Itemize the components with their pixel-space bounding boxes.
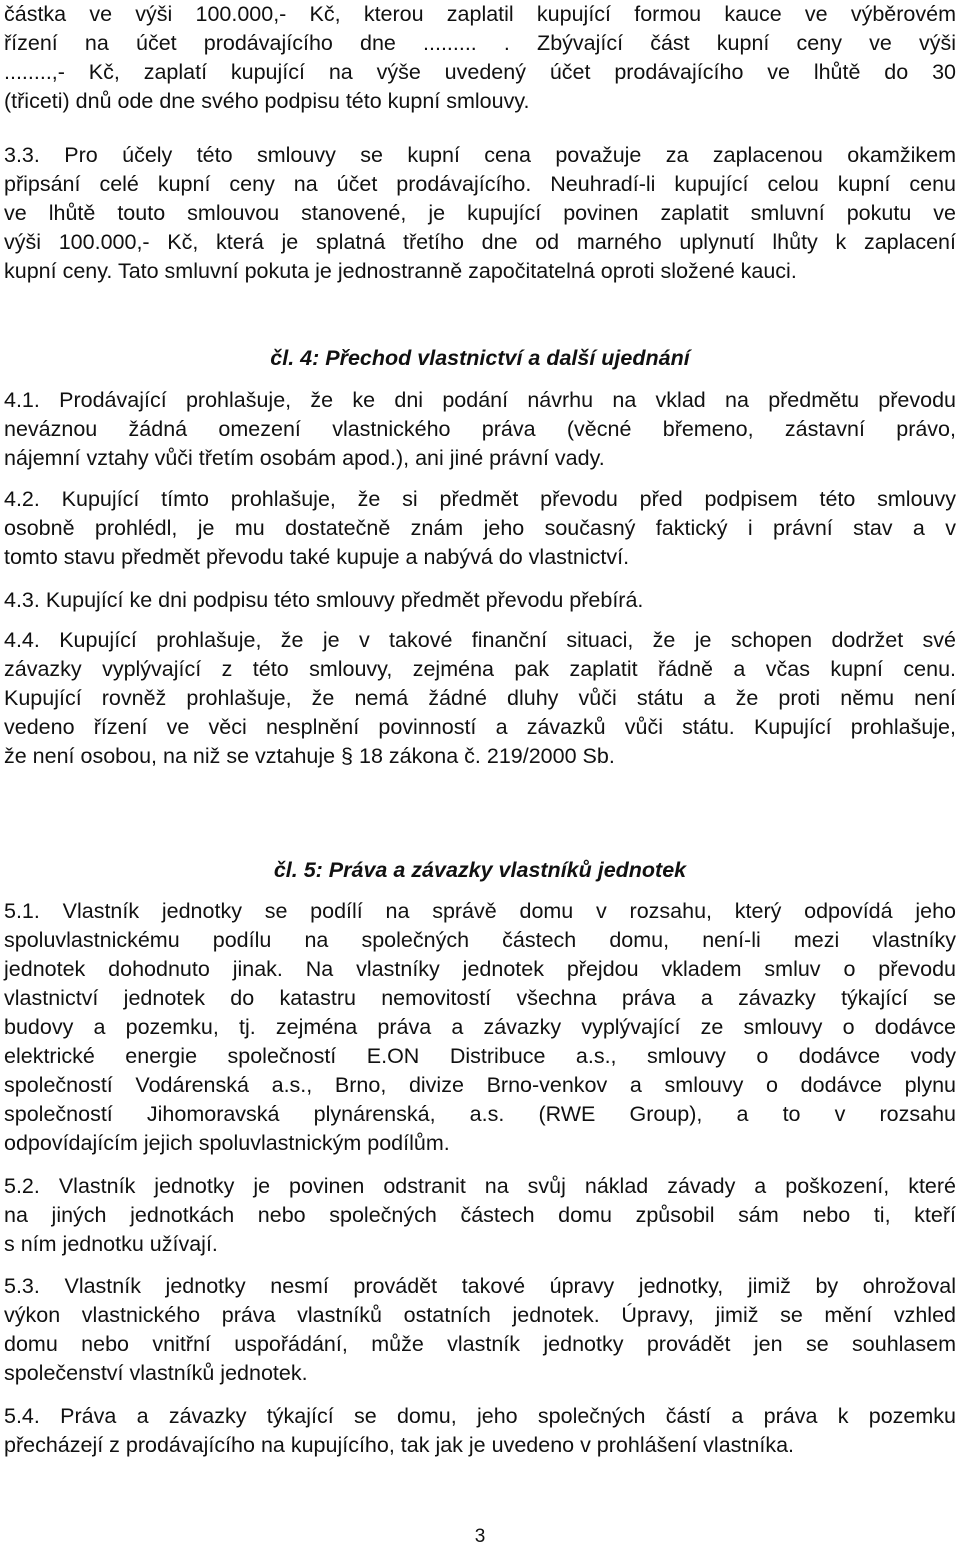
text-line: s ním jednotku užívají. [4, 1232, 218, 1256]
page-number: 3 [474, 1526, 486, 1547]
text-line: částka ve výši 100.000,- Kč, kterou zaplatil kupující formou kauce ve výběrovém [4, 2, 956, 26]
paragraph-5-1 [4, 897, 956, 1158]
text-line: ve lhůtě touto smlouvou stanovené, je kupující povinen zaplatit smluvní pokutu ve [4, 201, 956, 225]
text-line: Kupující rovněž prohlašuje, že nemá žádné dluhy vůči státu a že proti němu není [4, 686, 956, 710]
text-line: 5.3. Vlastník jednotky nesmí provádět takové úpravy jednotky, jimiž by ohrožoval [4, 1274, 956, 1298]
text-line: vedeno řízení ve věci nesplnění povinností a závazků vůči státu. Kupující prohlašuje, [4, 715, 956, 739]
text-line: vlastnictví jednotek do katastru nemovitostí všechna práva a závazky týkající se [4, 986, 956, 1010]
text-line: připsání celé kupní ceny na účet prodávajícího. Neuhradí-li kupující celou kupní cenu [4, 172, 956, 196]
text-line: přecházejí z prodávajícího na kupujícího, tak jak je uvedeno v prohlášení vlastníka. [4, 1433, 794, 1457]
text-line: závazky vyplývající z této smlouvy, zejména pak zaplatit řádně a včas kupní cenu. [4, 657, 956, 681]
section-heading-article-5: čl. 5: Práva a závazky vlastníků jednotek [273, 858, 687, 882]
text-line: 4.4. Kupující prohlašuje, že je v takové finanční situaci, že je schopen dodržet své [4, 628, 956, 652]
text-line: 5.4. Práva a závazky týkající se domu, jeho společných částí a práva k pozemku [4, 1404, 956, 1428]
paragraph-4-1 [4, 386, 956, 473]
paragraph-4-4 [4, 626, 956, 771]
text-line: 3.3. Pro účely této smlouvy se kupní cena považuje za zaplacenou okamžikem [4, 143, 956, 167]
text-line: neváznou žádná omezení vlastnického práva (věcné břemeno, zástavní právo, [4, 417, 956, 441]
text-line: tomto stavu předmět převodu také kupuje a nabývá do vlastnictví. [4, 545, 630, 569]
text-line: řízení na účet prodávajícího dne ......... . Zbývající část kupní ceny ve výši [4, 31, 956, 55]
text-line: společností Jihomoravská plynárenská, a.s. (RWE Group), a to v rozsahu [4, 1102, 956, 1126]
text-line: (třiceti) dnů ode dne svého podpisu této kupní smlouvy. [4, 89, 530, 113]
text-line: 4.1. Prodávající prohlašuje, že ke dni podání návrhu na vklad na předmětu převodu [4, 388, 956, 412]
text-line: výkon vlastnického práva vlastníků ostatních jednotek. Úpravy, jimiž se mění vzhled [4, 1303, 956, 1327]
paragraph-5-3 [4, 1272, 956, 1388]
text-line: elektrické energie společností E.ON Distribuce a.s., smlouvy o dodávce vody [4, 1044, 956, 1068]
text-line: 4.2. Kupující tímto prohlašuje, že si předmět převodu před podpisem této smlouvy [4, 487, 956, 511]
text-line: domu nebo vnitřní uspořádání, může vlastník jednotky provádět jen se souhlasem [4, 1332, 956, 1356]
text-line: kupní ceny. Tato smluvní pokuta je jednostranně započitatelná oproti složené kauci. [4, 259, 797, 283]
paragraph-5-2 [4, 1172, 956, 1259]
text-line: jednotek dohodnuto jinak. Na vlastníky jednotek přejdou vkladem smluv o převodu [4, 957, 956, 981]
text-line: nájemní vztahy vůči třetím osobám apod.), ani jiné právní vady. [4, 446, 605, 470]
paragraph-5-4 [4, 1402, 956, 1460]
paragraph-4-2 [4, 485, 956, 572]
paragraph-3-3 [4, 141, 956, 286]
text-line: 5.1. Vlastník jednotky se podílí na správě domu v rozsahu, který odpovídá jeho [4, 899, 956, 923]
text-line: že není osobou, na niž se vztahuje § 18 zákona č. 219/2000 Sb. [4, 744, 615, 768]
text-line: výši 100.000,- Kč, která je splatná třetího dne od marného uplynutí lhůty k zaplacení [4, 230, 956, 254]
section-heading-article-4: čl. 4: Přechod vlastnictví a další ujednání [270, 346, 690, 370]
text-line: na jiných jednotkách nebo společných částech domu způsobil sám nebo ti, kteří [4, 1203, 956, 1227]
text-line: společností Vodárenská a.s., Brno, divize Brno-venkov a smlouvy o dodávce plynu [4, 1073, 956, 1097]
text-line: ........,- Kč, zaplatí kupující na výše uvedený účet prodávajícího ve lhůtě do 30 [4, 60, 956, 84]
paragraph-3-2-continuation [4, 0, 956, 116]
text-line: 4.3. Kupující ke dni podpisu této smlouvy předmět převodu přebírá. [4, 588, 644, 612]
text-line: společenství vlastníků jednotek. [4, 1361, 308, 1385]
text-line: spoluvlastnickému podílu na společných částech domu, není-li mezi vlastníky [4, 928, 956, 952]
text-line: 5.2. Vlastník jednotky je povinen odstranit na svůj náklad závady a poškození, které [4, 1174, 956, 1198]
text-line: osobně prohlédl, je mu dostatečně znám jeho současný faktický i právní stav a v [4, 516, 956, 540]
text-line: budovy a pozemku, tj. zejména práva a závazky vyplývající ze smlouvy o dodávce [4, 1015, 956, 1039]
text-line: odpovídajícím jejich spoluvlastnickým podílům. [4, 1131, 450, 1155]
paragraph-4-3 [4, 586, 956, 615]
